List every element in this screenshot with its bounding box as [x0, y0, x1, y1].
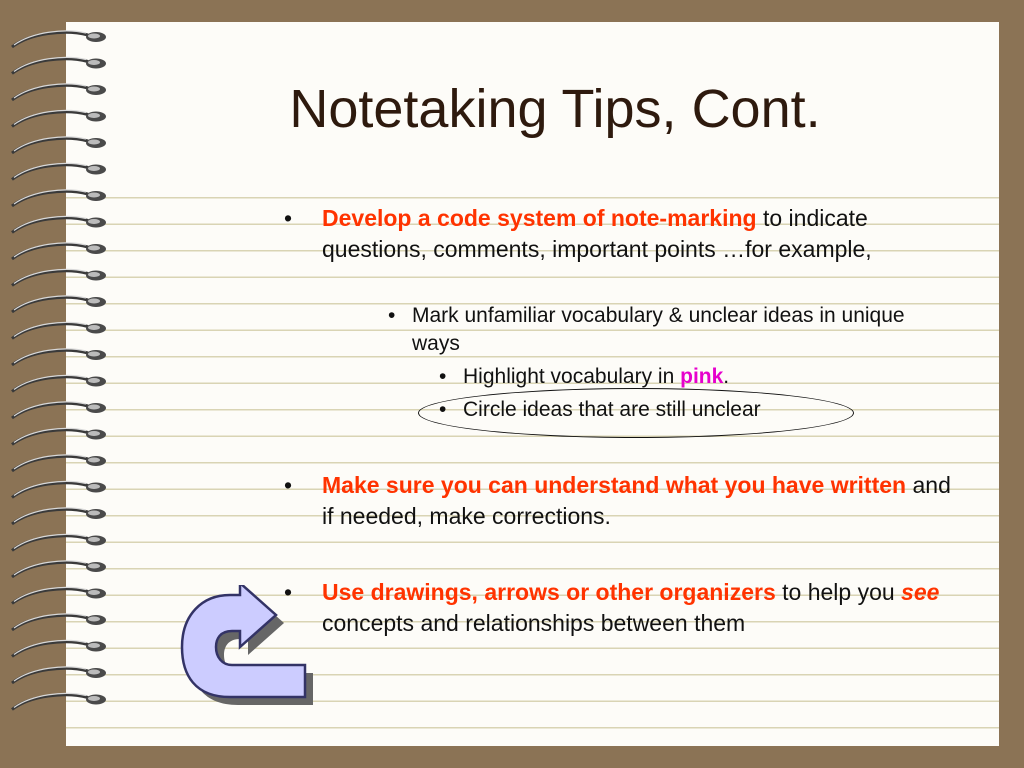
spiral-ring	[12, 163, 106, 179]
slide-title: Notetaking Tips, Cont.	[289, 79, 821, 139]
bullet-text: to help you	[775, 579, 902, 605]
spiral-ring	[12, 243, 106, 259]
bullet-text: and if needed, make corrections.	[322, 472, 951, 529]
spiral-ring	[12, 322, 106, 338]
spiral-ring	[12, 31, 106, 47]
spiral-ring	[12, 667, 106, 683]
bullet-marker: •	[388, 304, 396, 327]
bullet-use-drawings	[284, 577, 987, 639]
spiral-ring	[12, 428, 106, 444]
spiral-ring	[12, 455, 106, 471]
subbullet-text: Mark unfamiliar vocabulary & unclear ideas in unique ways	[412, 304, 905, 355]
see-emphasis: see	[901, 579, 940, 605]
bullet-marker: •	[284, 472, 293, 498]
spiral-ring	[12, 693, 106, 709]
spiral-ring	[12, 561, 106, 577]
bullet-marker: •	[439, 398, 447, 421]
spiral-ring	[12, 640, 106, 656]
spiral-ring	[12, 587, 106, 603]
subbullet-text: Circle ideas that are still unclear	[463, 398, 761, 421]
bullet-marker: •	[439, 365, 447, 388]
spiral-ring	[12, 296, 106, 312]
spiral-ring	[12, 508, 106, 524]
spiral-ring	[12, 375, 106, 391]
spiral-ring	[12, 614, 106, 630]
bullet-understand-written	[284, 470, 962, 532]
spiral-ring	[12, 269, 106, 285]
bullet-emphasis: Make sure you can understand what you have written	[322, 472, 907, 498]
subbullet-text: Highlight vocabulary in	[463, 365, 681, 388]
hand-drawn-circle	[418, 388, 854, 438]
spiral-ring	[12, 216, 106, 232]
bullet-marker: •	[284, 579, 293, 605]
bullet-emphasis: Use drawings, arrows or other organizers	[322, 579, 776, 605]
bullet-text: to indicate questions, comments, important points …for example,	[322, 205, 872, 262]
spiral-ring	[12, 57, 106, 73]
subbullet-highlight-vocab	[439, 363, 943, 391]
subbullet-mark-vocab	[388, 302, 952, 358]
bullet-text-end: concepts and relationships between them	[322, 610, 746, 636]
spiral-ring	[12, 349, 106, 365]
bullet-marker: •	[284, 205, 293, 231]
spiral-ring	[12, 481, 106, 497]
spiral-ring	[12, 190, 106, 206]
bullet-code-system	[284, 203, 942, 265]
bullet-emphasis: Develop a code system of note-marking	[322, 205, 757, 231]
u-turn-arrow-icon	[180, 585, 330, 710]
spiral-ring	[12, 402, 106, 418]
pink-emphasis: pink	[680, 365, 724, 388]
subbullet-suffix: .	[723, 365, 730, 388]
spiral-ring	[12, 534, 106, 550]
